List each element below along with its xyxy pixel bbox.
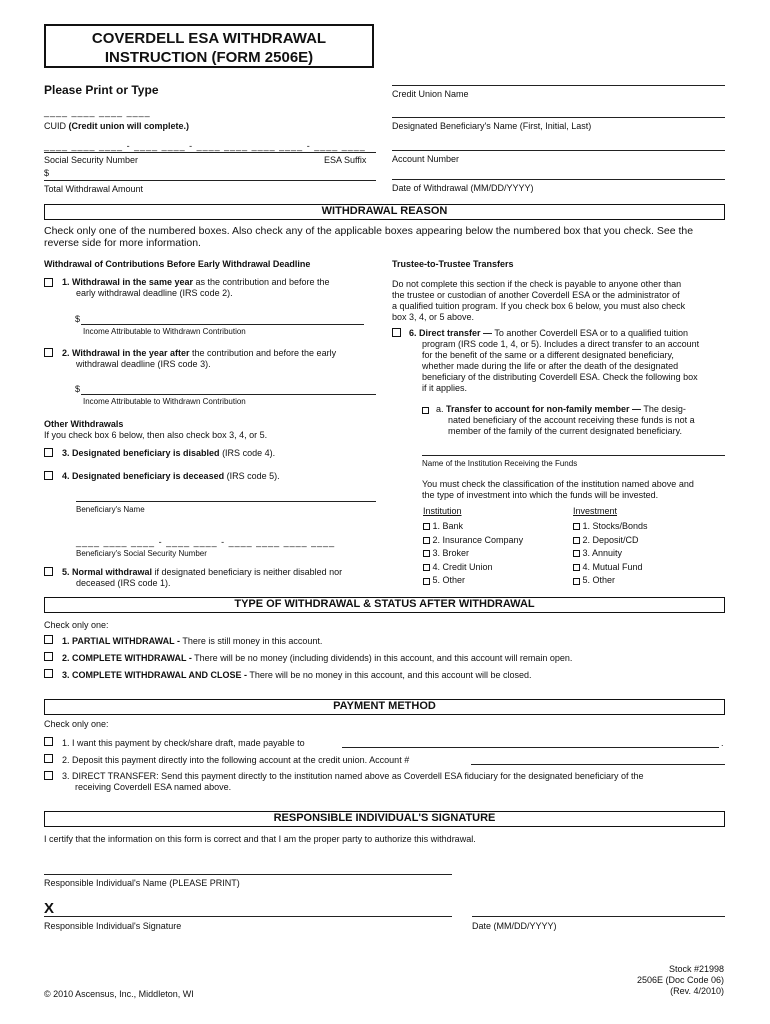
partial-withdrawal-desc: There is still money in this account.: [180, 636, 323, 646]
reason-2-text: [62, 348, 382, 370]
payable-to-period: .: [721, 738, 724, 748]
revision: (Rev. 4/2010): [670, 986, 724, 996]
partial-withdrawal-checkbox[interactable]: [44, 634, 53, 645]
institution-option[interactable]: [423, 547, 523, 561]
trustee-transfer-notice: [392, 279, 685, 323]
tt-line-3: a qualified tuition program. If you check box 6 below, you must also check: [392, 301, 686, 311]
institution-option-label: 1. Bank: [432, 521, 464, 531]
total-amount-field[interactable]: [44, 180, 376, 181]
checkbox-square-icon: [573, 564, 580, 571]
institution-option-label: 4. Credit Union: [432, 561, 493, 572]
checkbox-square-icon: [44, 448, 53, 457]
reason-6a-line-3: member of the family of the current designated beneficiary.: [448, 426, 682, 436]
checkbox-square-icon: [44, 771, 53, 780]
ssn-label: Social Security Number: [44, 155, 139, 165]
account-number-label: Account Number: [392, 154, 460, 164]
investment-option-label: 3. Annuity: [582, 548, 623, 559]
reason-6a-desc: The desig-: [641, 404, 686, 414]
payment-transfer-checkbox[interactable]: [44, 770, 53, 781]
trustee-transfers-subhead: Trustee-to-Trustee Transfers: [392, 259, 514, 269]
beneficiary-ssn-blanks[interactable]: ____ ____ ____ - ____ ____ - ____ ____ ____ ____: [76, 537, 336, 547]
reason-6-text: [409, 328, 699, 394]
reason-2-desc-2: withdrawal deadline (IRS code 3).: [76, 359, 211, 369]
reason-6-line-6: if it applies.: [422, 383, 468, 393]
income-2-label: Income Attributable to Withdrawn Contribution: [83, 397, 246, 406]
stock-number: Stock #21998: [668, 964, 724, 974]
reason-4-text: [62, 471, 280, 482]
beneficiary-name-line[interactable]: [76, 501, 376, 502]
checkbox-square-icon: [573, 523, 580, 530]
institution-list: [423, 520, 523, 588]
copyright: © 2010 Ascensus, Inc., Middleton, WI: [44, 989, 194, 999]
beneficiary-name-field[interactable]: [392, 117, 725, 118]
reason-6-line-3: for the benefit of the same or a different designated beneficiary,: [422, 350, 674, 360]
cuid-label-prefix: CUID: [44, 121, 69, 131]
type-withdrawal-header: TYPE OF WITHDRAWAL & STATUS AFTER WITHDRAWAL: [44, 597, 725, 613]
investment-list: [573, 520, 648, 588]
reason-4-checkbox[interactable]: [44, 470, 53, 481]
checkbox-square-icon: [422, 407, 429, 414]
complete-withdrawal-text: [62, 653, 572, 664]
signature-x-mark: X: [44, 900, 55, 917]
form-stock-info: [637, 964, 724, 997]
complete-withdrawal-desc: There will be no money (including dividends) in this account, and this account will remain open.: [191, 653, 573, 663]
classify-line-1: You must check the classification of the institution named above and: [422, 479, 694, 489]
withdrawal-reason-intro: Check only one of the numbered boxes. Also check any of the applicable boxes appearing below the numbered box that you check. See the reverse side for more information.: [44, 225, 694, 249]
total-withdrawal-label: Total Withdrawal Amount: [44, 184, 144, 194]
complete-close-desc: There will be no money in this account, and this account will be closed.: [247, 670, 532, 680]
partial-withdrawal-title: 1. PARTIAL WITHDRAWAL -: [62, 636, 180, 646]
income-2-dollar: $: [75, 384, 81, 394]
payment-deposit-checkbox[interactable]: [44, 753, 53, 764]
investment-option[interactable]: [573, 534, 648, 548]
signature-date-field[interactable]: [472, 916, 725, 917]
checkbox-square-icon: [44, 278, 53, 287]
complete-close-title: 3. COMPLETE WITHDRAWAL AND CLOSE -: [62, 670, 248, 680]
signature-date-label: Date (MM/DD/YYYY): [472, 921, 557, 931]
complete-close-checkbox[interactable]: [44, 668, 53, 679]
reason-1-text: [62, 277, 382, 299]
ssn-blanks[interactable]: ____ ____ ____ - ____ ____ - ____ ____ ____ ____ - ____ ____: [44, 141, 366, 151]
reason-2-desc: the contribution and before the early: [189, 348, 337, 358]
reason-1-title: 1. Withdrawal in the same year: [62, 277, 193, 287]
institution-option[interactable]: [423, 520, 523, 534]
other-withdrawals-head: Other Withdrawals: [44, 419, 124, 429]
reason-2-title: 2. Withdrawal in the year after: [62, 348, 190, 358]
reason-6a-line-2: nated beneficiary of the account receiving these funds is not a: [448, 415, 695, 425]
checkbox-square-icon: [423, 523, 430, 530]
checkbox-square-icon: [573, 578, 580, 585]
reason-6-desc: To another Coverdell ESA or to a qualified tuition: [492, 328, 688, 338]
early-withdrawal-subhead: Withdrawal of Contributions Before Early Withdrawal Deadline: [44, 259, 311, 269]
reason-6-checkbox[interactable]: [392, 327, 401, 338]
checkbox-square-icon: [392, 328, 401, 337]
reason-6a-checkbox[interactable]: [422, 405, 429, 416]
beneficiary-ssn-label: Beneficiary's Social Security Number: [76, 549, 207, 558]
reason-5-desc-2: deceased (IRS code 1).: [76, 578, 171, 588]
checkbox-square-icon: [423, 550, 430, 557]
payment-transfer-text: [62, 771, 643, 793]
investment-option[interactable]: [573, 547, 648, 561]
ssn-underline: [44, 152, 376, 153]
reason-6-line-5: beneficiary of the distributing Coverdell ESA. Check the following box: [422, 372, 698, 382]
investment-option-label: 5. Other: [582, 575, 616, 586]
reason-1-desc: as the contribution and before the: [192, 277, 330, 287]
beneficiary-name-sub-label: Beneficiary's Name: [76, 505, 145, 514]
income-1-dollar: $: [75, 314, 81, 324]
checkbox-square-icon: [44, 669, 53, 678]
certify-text: I certify that the information on this form is correct and that I am the proper party to authorize this withdrawal.: [44, 834, 476, 844]
date-withdrawal-label: Date of Withdrawal (MM/DD/YYYY): [392, 183, 534, 193]
responsible-name-label: Responsible Individual's Name (PLEASE PRINT): [44, 878, 240, 888]
form-title: [44, 24, 374, 68]
deposit-account-field[interactable]: [471, 764, 725, 765]
credit-union-name-field[interactable]: [392, 85, 725, 86]
complete-close-text: [62, 670, 532, 681]
tt-line-2: the trustee or custodian of another Coverdell ESA or the administrator of: [392, 290, 680, 300]
checkbox-square-icon: [44, 652, 53, 661]
payment-method-header: PAYMENT METHOD: [44, 699, 725, 715]
reason-6a-title: Transfer to account for non-family member —: [446, 404, 642, 414]
checkbox-square-icon: [423, 564, 430, 571]
checkbox-square-icon: [44, 737, 53, 746]
payment-transfer-line-1: 3. DIRECT TRANSFER: Send this payment directly to the institution named above as Coverdell ESA fiduciary for the designated beneficiary of the: [62, 771, 644, 781]
reason-6a-prefix: a.: [436, 404, 447, 414]
payment-check-text: 1. I want this payment by check/share draft, made payable to: [62, 738, 305, 748]
income-1-field[interactable]: [81, 324, 364, 325]
payment-check-only: Check only one:: [44, 719, 109, 729]
reason-1-desc-2: early withdrawal deadline (IRS code 2).: [76, 288, 233, 298]
reason-3-desc: (IRS code 4).: [219, 448, 276, 458]
classify-line-2: the type of investment into which the funds will be invested.: [422, 490, 659, 500]
account-number-field[interactable]: [392, 150, 725, 151]
withdrawal-reason-header: WITHDRAWAL REASON: [44, 204, 725, 220]
reason-6a-text: [436, 404, 695, 437]
investment-option[interactable]: [573, 520, 648, 534]
payment-deposit-text: 2. Deposit this payment directly into the following account at the credit union. Account #: [62, 755, 410, 765]
signature-label: Responsible Individual's Signature: [44, 921, 182, 931]
checkbox-square-icon: [44, 348, 53, 357]
esa-suffix-label: ESA Suffix: [324, 155, 367, 165]
other-withdrawals-note: If you check box 6 below, then also check box 3, 4, or 5.: [44, 430, 268, 440]
investment-option-label: 4. Mutual Fund: [582, 561, 643, 572]
investment-option-label: 2. Deposit/CD: [582, 534, 639, 545]
institution-option-label: 2. Insurance Company: [432, 534, 524, 545]
partial-withdrawal-text: [62, 636, 322, 647]
complete-withdrawal-checkbox[interactable]: [44, 651, 53, 662]
institution-option[interactable]: [423, 561, 523, 575]
dollar-sign: $: [44, 168, 50, 178]
checkbox-square-icon: [423, 578, 430, 585]
income-2-field[interactable]: [81, 394, 376, 395]
reason-5-desc: if designated beneficiary is neither disabled nor: [152, 567, 343, 577]
checkbox-square-icon: [44, 567, 53, 576]
institution-option-label: 5. Other: [432, 575, 466, 586]
reason-6-line-2: program (IRS code 1, 4, or 5). Includes a direct transfer to an account: [422, 339, 700, 349]
date-withdrawal-field[interactable]: [392, 179, 725, 180]
tt-line-1: Do not complete this section if the check is payable to anyone other than: [392, 279, 682, 289]
responsible-name-field[interactable]: [44, 874, 452, 875]
investment-head: Investment: [573, 506, 618, 516]
checkbox-square-icon: [44, 754, 53, 763]
payment-transfer-line-2: receiving Coverdell ESA named above.: [75, 782, 232, 792]
checkbox-square-icon: [573, 550, 580, 557]
institution-option-label: 3. Broker: [432, 548, 470, 559]
checkbox-square-icon: [44, 635, 53, 644]
institution-head: Institution: [423, 506, 462, 516]
reason-3-text: [62, 448, 275, 459]
reason-2-checkbox[interactable]: [44, 347, 53, 358]
institution-name-label: Name of the Institution Receiving the Funds: [422, 459, 578, 468]
institution-option[interactable]: [423, 534, 523, 548]
cuid-blanks: ____ ____ ____ ____: [44, 107, 151, 117]
classify-note: [422, 479, 694, 501]
reason-3-title: 3. Designated beneficiary is disabled: [62, 448, 220, 458]
reason-3-checkbox[interactable]: [44, 447, 53, 458]
reason-5-title: 5. Normal withdrawal: [62, 567, 153, 577]
tt-line-4: box 3, 4, or 5 above.: [392, 312, 475, 322]
investment-option-label: 1. Stocks/Bonds: [582, 521, 648, 531]
form-title-line2: INSTRUCTION (FORM 2506E): [104, 49, 314, 66]
reason-1-checkbox[interactable]: [44, 277, 53, 288]
reason-5-text: [62, 567, 382, 589]
form-title-line1: COVERDELL ESA WITHDRAWAL: [91, 30, 327, 47]
income-1-label: Income Attributable to Withdrawn Contribution: [83, 327, 246, 336]
please-print-heading: Please Print or Type: [44, 83, 159, 97]
beneficiary-name-label: Designated Beneficiary's Name (First, Initial, Last): [392, 121, 592, 131]
investment-option[interactable]: [573, 574, 648, 588]
reason-4-title: 4. Designated beneficiary is deceased: [62, 471, 225, 481]
payable-to-field[interactable]: [342, 747, 719, 748]
signature-field[interactable]: [44, 916, 452, 917]
credit-union-name-label: Credit Union Name: [392, 89, 469, 99]
checkbox-square-icon: [44, 471, 53, 480]
reason-4-desc: (IRS code 5).: [224, 471, 280, 481]
reason-6-title: 6. Direct transfer —: [409, 328, 493, 338]
reason-5-checkbox[interactable]: [44, 566, 53, 577]
cuid-label-note: (Credit union will complete.): [68, 121, 190, 131]
institution-name-field[interactable]: [422, 455, 725, 456]
doc-code: 2506E (Doc Code 06): [636, 975, 724, 985]
reason-6-line-4: whether made during the life or after the death of the designated: [422, 361, 679, 371]
checkbox-square-icon: [573, 537, 580, 544]
institution-option[interactable]: [423, 574, 523, 588]
type-check-only: Check only one:: [44, 620, 109, 630]
cuid-label: [44, 121, 189, 131]
signature-header: RESPONSIBLE INDIVIDUAL'S SIGNATURE: [44, 811, 725, 827]
investment-option[interactable]: [573, 561, 648, 575]
complete-withdrawal-title: 2. COMPLETE WITHDRAWAL -: [62, 653, 192, 663]
checkbox-square-icon: [423, 537, 430, 544]
payment-check-checkbox[interactable]: [44, 736, 53, 747]
